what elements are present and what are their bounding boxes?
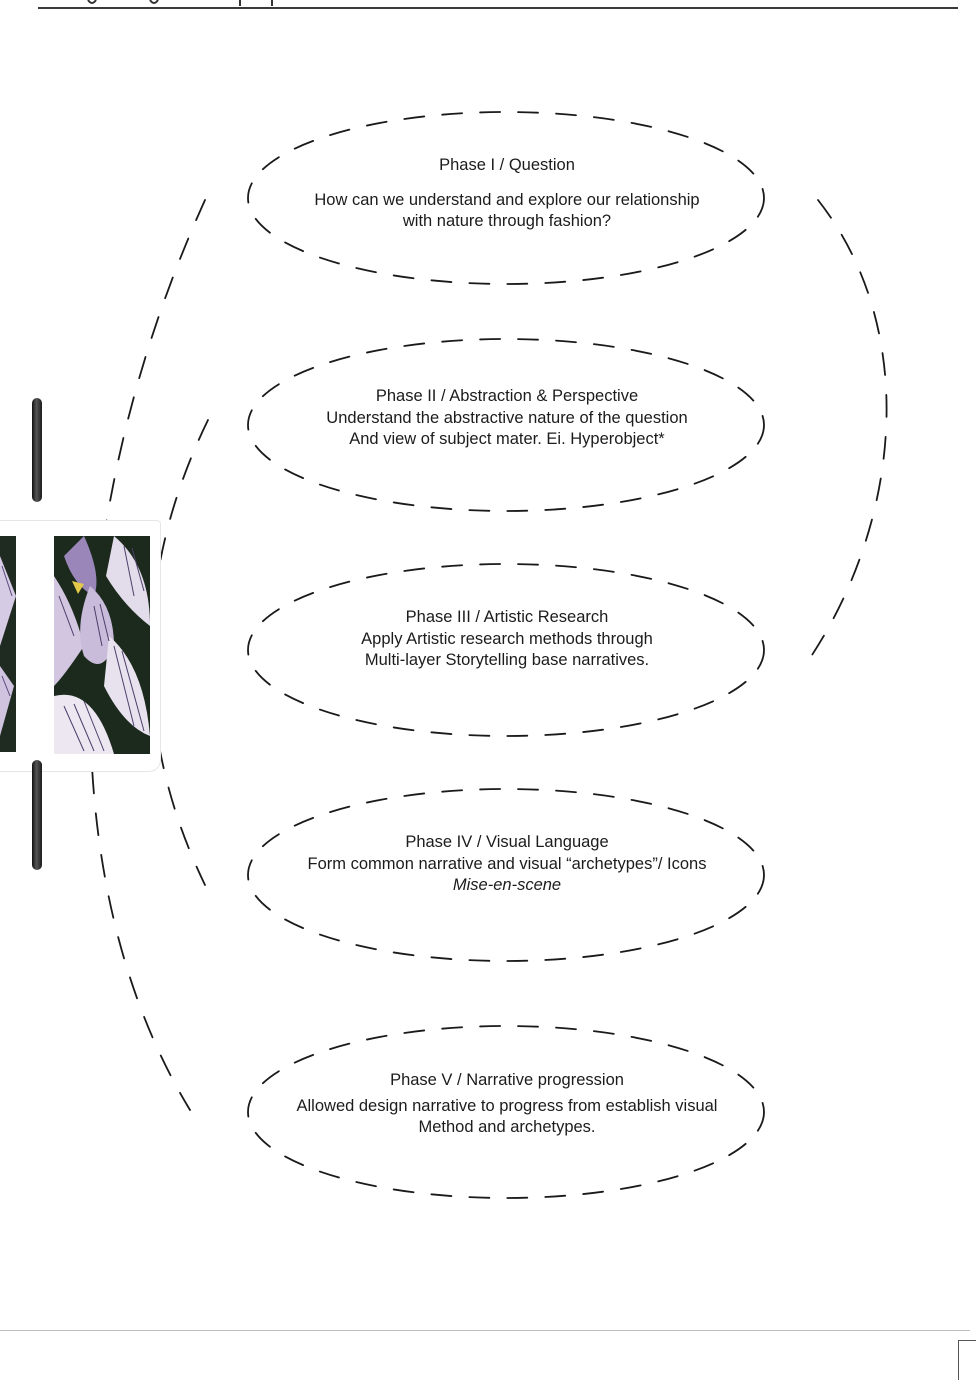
binder-clip-icon	[32, 398, 42, 502]
iris-flower-image	[0, 536, 16, 752]
phase-5-title: Phase V / Narrative progression	[390, 1071, 624, 1089]
phase-5-node	[247, 1070, 767, 1139]
page-bottom-edge	[0, 1330, 970, 1331]
phase-5-description: Allowed design narrative to progress from establish visual Method and archetypes.	[296, 1096, 718, 1136]
phase-1-title: Phase I / Question	[439, 156, 575, 174]
phase-2-description: Understand the abstractive nature of the question And view of subject mater. Ei. Hyperobject*	[326, 408, 688, 448]
phase-2-title: Phase II / Abstraction & Perspective	[375, 387, 639, 405]
phase-3-description: Apply Artistic research methods through Multi-layer Storytelling base narratives.	[361, 629, 653, 669]
phase-4-description: Form common narrative and visual “archetypes”/ Icons	[307, 854, 707, 873]
phase-3-title: Phase III / Artistic Research	[405, 608, 609, 626]
connector-right	[812, 200, 887, 655]
binder-clip-icon	[32, 760, 42, 870]
page-corner-mark	[958, 1340, 976, 1341]
phase-3-node	[247, 607, 767, 672]
phase-2-node	[247, 386, 767, 451]
phase-4-italic-note: Mise-en-scene	[452, 876, 562, 894]
phase-4-title: Phase IV / Visual Language	[405, 833, 609, 851]
phase-1-description: How can we understand and explore our relationship with nature through fashion?	[314, 190, 700, 230]
iris-flower-image	[54, 536, 150, 754]
phase-1-node	[247, 155, 767, 233]
page-corner-mark	[958, 1340, 959, 1380]
phase-4-node	[247, 832, 767, 897]
